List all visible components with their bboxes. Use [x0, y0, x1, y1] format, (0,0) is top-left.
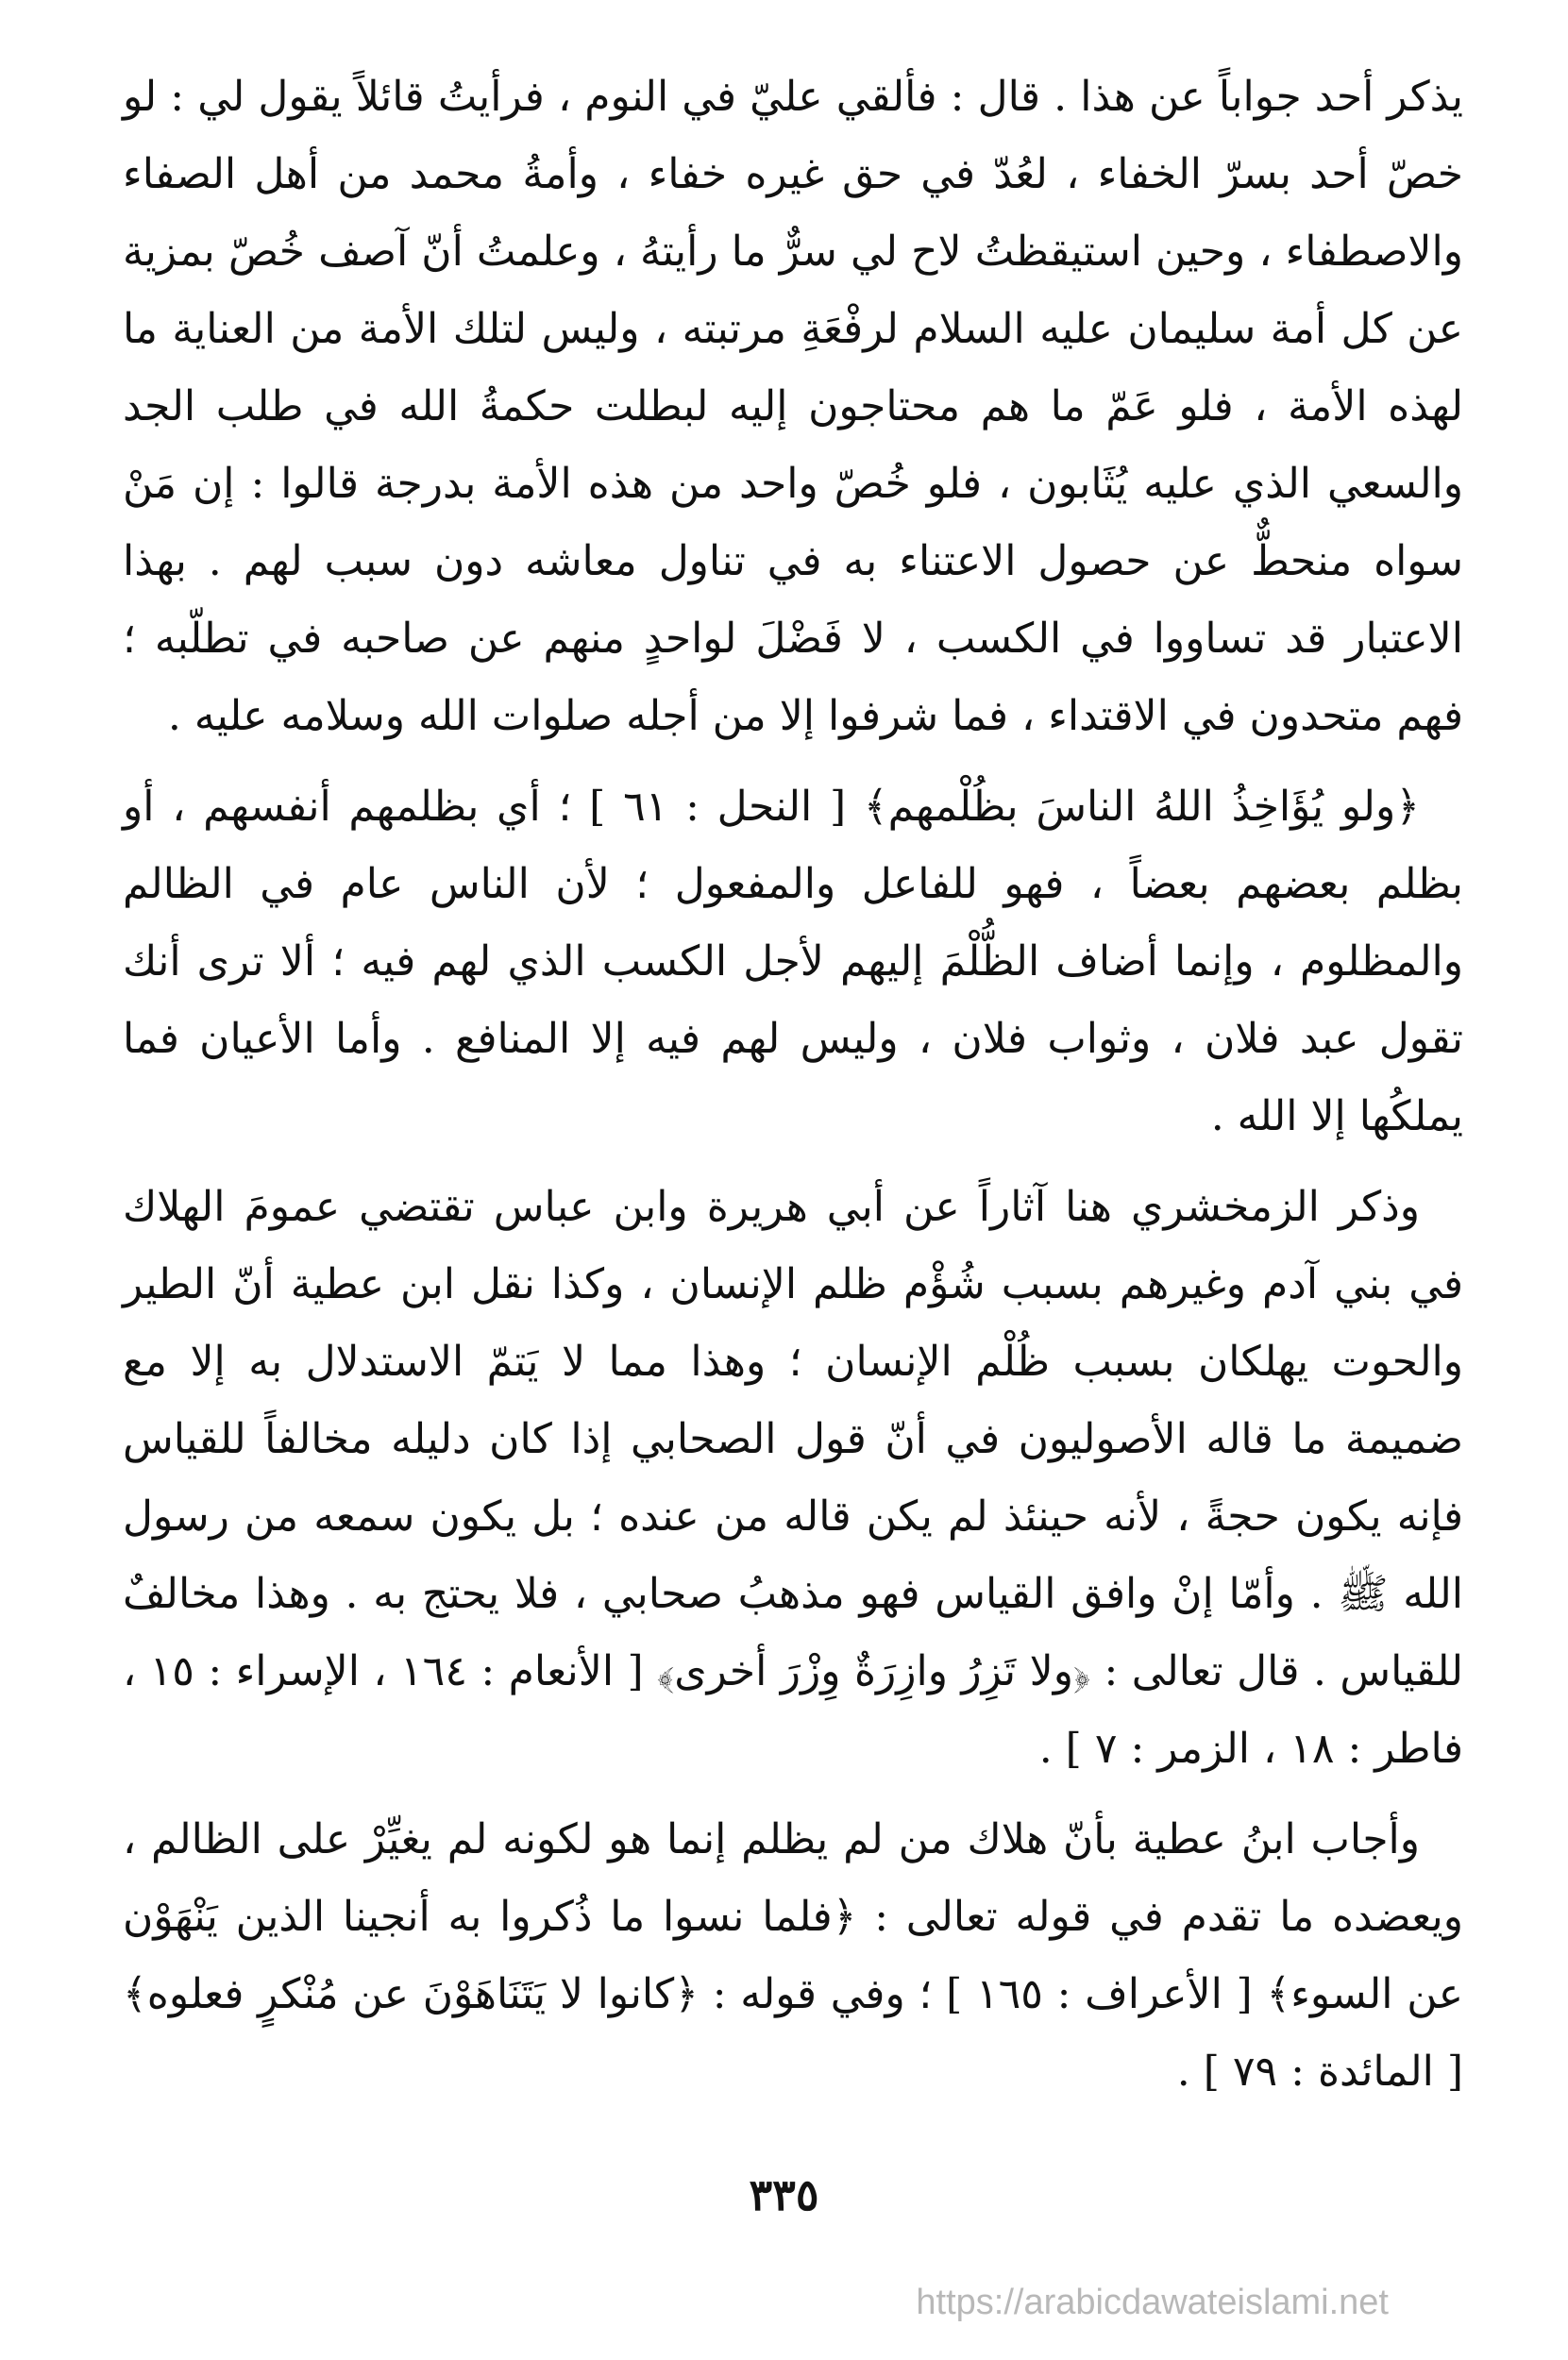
- watermark-url: https://arabicdawateislami.net: [916, 2283, 1389, 2322]
- paragraph-2: ﴿ولو يُؤَاخِذُ اللهُ الناسَ بظُلْمهم﴾ [ النحل : ٦١ ] ؛ أي بظلمهم أنفسهم ، أو بظلم بعضهم بعضاً ، فهو للفاعل والمفعول ؛ لأن الناس عام في الظالم والمظلوم ، وإنما أضاف الظُّلْمَ إليهم لأجل الكسب الذي لهم فيه ؛ ألا ترى أنك تقول عبد فلان ، وثواب فلان ، وليس لهم فيه إلا المنافع . وأما الأعيان فما يملكُها إلا الله .: [123, 783, 1463, 1140]
- paragraph-1: يذكر أحد جواباً عن هذا . قال : فألقي عليّ في النوم ، فرأيتُ قائلاً يقول لي : لو خصّ أحد بسرّ الخفاء ، لعُدّ في حق غيره خفاء ، وأمةُ محمد من أهل الصفاء والاصطفاء ، وحين استيقظتُ لاح لي سرٌّ ما رأيتهُ ، وعلمتُ أنّ آصف خُصّ بمزية عن كل أمة سليمان عليه السلام لرفْعَةِ مرتبته ، وليس لتلك الأمة من العناية ما لهذه الأمة ، فلو عَمّ ما هم محتاجون إليه لبطلت حكمةُ الله في طلب الجد والسعي الذي عليه يُثَابون ، فلو خُصّ واحد من هذه الأمة بدرجة قالوا : إن مَنْ سواه منحطٌّ عن حصول الاعتناء به في تناول معاشه دون سبب لهم . بهذا الاعتبار قد تساووا في الكسب ، لا فَضْلَ لواحدٍ منهم عن صاحبه في تطلّبه ؛ فهم متحدون في الاقتداء ، فما شرفوا إلا من أجله صلوات الله وسلامه عليه .: [123, 73, 1463, 740]
- page-number: ٣٣٥: [749, 2169, 819, 2220]
- paragraph-3: وذكر الزمخشري هنا آثاراً عن أبي هريرة وابن عباس تقتضي عمومَ الهلاك في بني آدم وغيرهم بسبب شُؤْم ظلم الإنسان ، وكذا نقل ابن عطية أنّ الطير والحوت يهلكان بسبب ظُلْم الإنسان ؛ وهذا مما لا يَتمّ الاستدلال به إلا مع ضميمة ما قاله الأصوليون في أنّ قول الصحابي إذا كان دليله مخالفاً للقياس فإنه يكون حجةً ، لأنه حينئذ لم يكن قاله من عنده ؛ بل يكون سمعه من رسول الله ﷺ . وأمّا إنْ وافق القياس فهو مذهبُ صحابي ، فلا يحتج به . وهذا مخالفٌ للقياس . قال تعالى : ﴿ولا تَزِرُ وازِرَةٌ وِزْرَ أخرى﴾ [ الأنعام : ١٦٤ ، الإسراء : ١٥ ، فاطر : ١٨ ، الزمر : ٧ ] .: [123, 1183, 1463, 1773]
- document-page: [123, 59, 1463, 2230]
- paragraph-4: وأجاب ابنُ عطية بأنّ هلاك من لم يظلم إنما هو لكونه لم يغيِّرْ على الظالم ، ويعضده ما تقدم في قوله تعالى : ﴿فلما نسوا ما ذُكروا به أنجينا الذين يَنْهَوْن عن السوء﴾ [ الأعراف : ١٦٥ ] ؛ وفي قوله : ﴿كانوا لا يَتَنَاهَوْنَ عن مُنْكرٍ فعلوه﴾ [ المائدة : ٧٩ ] .: [123, 1815, 1463, 2096]
